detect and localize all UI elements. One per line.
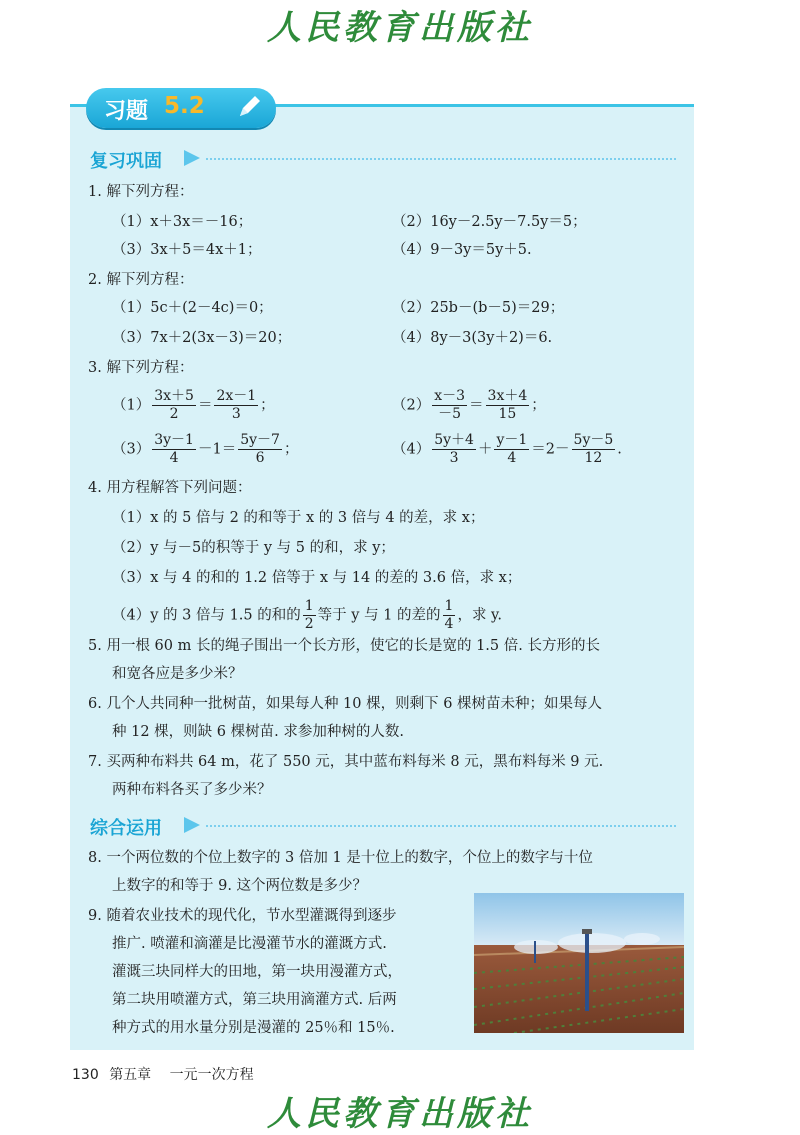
question-3-part-4: （4） $\frac{5y+4}{3}$ ＋ $\frac{y-1}{4}$ ＝2－ $\frac{5y-5}{12}$ . — [392, 432, 622, 466]
irrigation-photo — [474, 893, 684, 1033]
question-1-part-1: （1）x＋3x＝－16； — [112, 214, 253, 230]
question-6-line-2: 种 12 棵，则缺 6 棵树苗. 求参加种树的人数. — [112, 724, 404, 740]
question-4-stem: 4. 用方程解答下列问题： — [88, 480, 252, 496]
fraction: $\frac{5y-5}{12}$ — [573, 432, 614, 466]
question-1-part-4: （4）9－3y＝5y＋5. — [392, 242, 532, 258]
question-3-part-2: （2） $\frac{x-3}{-5}$ ＝ $\frac{3x+4}{15}$ ； — [392, 388, 546, 422]
question-9-line-1: 9. 随着农业技术的现代化，节水型灌溉得到逐步 — [88, 908, 397, 924]
question-2-part-1: （1）5c＋(2－4c)＝0； — [112, 300, 273, 316]
exercise-number: 5.2 — [164, 93, 205, 119]
section-arrow-icon — [184, 817, 200, 833]
question-3-part-3: （3） $\frac{3y-1}{4}$ －1＝ $\frac{5y-7}{6}$ ； — [112, 432, 299, 466]
fraction: $\frac{5y+4}{3}$ — [434, 432, 474, 466]
fraction: $\frac{5y-7}{6}$ — [240, 432, 280, 466]
fraction: $\frac{1}{4}$ — [444, 598, 454, 632]
question-9-line-5: 种方式的用水量分别是漫灌的 25％和 15％. — [112, 1020, 395, 1036]
question-4-part-3: （3）x 与 4 的和的 1.2 倍等于 x 与 14 的差的 3.6 倍，求 x； — [112, 570, 522, 586]
fraction: $\frac{2x-1}{3}$ — [216, 388, 257, 422]
question-2-stem: 2. 解下列方程： — [88, 272, 194, 288]
section-arrow-icon — [184, 150, 200, 166]
section-title-review: 复习巩固 — [90, 151, 162, 172]
question-5-line-2: 和宽各应是多少米？ — [112, 666, 243, 682]
section-divider — [206, 825, 676, 827]
question-8-line-1: 8. 一个两位数的个位上数字的 3 倍加 1 是十位上的数字，个位上的数字与十位 — [88, 850, 593, 866]
question-9-line-4: 第二块用喷灌方式，第三块用滴灌方式. 后两 — [112, 992, 397, 1008]
fraction: $\frac{3x+5}{2}$ — [154, 388, 194, 422]
fraction: $\frac{3x+4}{15}$ — [487, 388, 528, 422]
question-5-line-1: 5. 用一根 60 m 长的绳子围出一个长方形，使它的长是宽的 1.5 倍. 长方形的长 — [88, 638, 600, 654]
page-footer — [72, 1064, 254, 1084]
question-9-line-3: 灌溉三块同样大的田地，第一块用漫灌方式， — [112, 964, 402, 980]
fraction: $\frac{x-3}{-5}$ — [434, 388, 466, 422]
question-7-line-1: 7. 买两种布料共 64 m，花了 550 元，其中蓝布料每米 8 元，黑布料每米 9 元. — [88, 754, 604, 770]
question-8-line-2: 上数字的和等于 9. 这个两位数是多少？ — [112, 878, 368, 894]
chapter-title: 一元一次方程 — [169, 1067, 254, 1083]
question-3-part-1: （1） $\frac{3x+5}{2}$ ＝ $\frac{2x-1}{3}$ ； — [112, 388, 275, 422]
question-9-line-2: 推广. 喷灌和滴灌是比漫灌节水的灌溉方式. — [112, 936, 387, 952]
exercise-title: 习题 — [104, 99, 149, 124]
section-title-apply: 综合运用 — [90, 818, 162, 839]
question-1-part-2: （2）16y－2.5y－7.5y＝5； — [392, 214, 587, 230]
question-2-part-3: （3）7x＋2(3x－3)＝20； — [112, 330, 292, 346]
question-1-stem: 1. 解下列方程： — [88, 184, 194, 200]
question-4-part-4: （4）y 的 3 倍与 1.5 的和的 $\frac{1}{2}$ 等于 y 与 1 的差的 $\frac{1}{4}$ ，求 y. — [112, 598, 502, 632]
fraction: $\frac{1}{2}$ — [304, 598, 314, 632]
question-1-part-3: （3）3x＋5＝4x＋1； — [112, 242, 262, 258]
fraction: $\frac{3y-1}{4}$ — [154, 432, 194, 466]
section-divider — [206, 158, 676, 160]
question-2-part-2: （2）25b－(b－5)＝29； — [392, 300, 565, 316]
fraction: $\frac{y-1}{4}$ — [496, 432, 528, 466]
page-number: 130 — [72, 1067, 99, 1083]
question-6-line-1: 6. 几个人共同种一批树苗，如果每人种 10 棵，则剩下 6 棵树苗未种；如果每人 — [88, 696, 603, 712]
question-4-part-1: （1）x 的 5 倍与 2 的和等于 x 的 3 倍与 4 的差，求 x； — [112, 510, 485, 526]
chapter-number: 第五章 — [109, 1067, 152, 1083]
question-2-part-4: （4）8y－3(3y＋2)＝6. — [392, 330, 553, 346]
question-4-part-2: （2）y 与－5的积等于 y 与 5 的和，求 y； — [112, 540, 395, 556]
publisher-logo-top: 人民教育出版社 — [267, 8, 533, 48]
publisher-logo-bottom: 人民教育出版社 — [267, 1094, 533, 1134]
pencil-icon — [234, 92, 264, 122]
exercise-heading — [86, 88, 276, 128]
question-7-line-2: 两种布料各买了多少米？ — [112, 782, 272, 798]
question-3-stem: 3. 解下列方程： — [88, 360, 194, 376]
